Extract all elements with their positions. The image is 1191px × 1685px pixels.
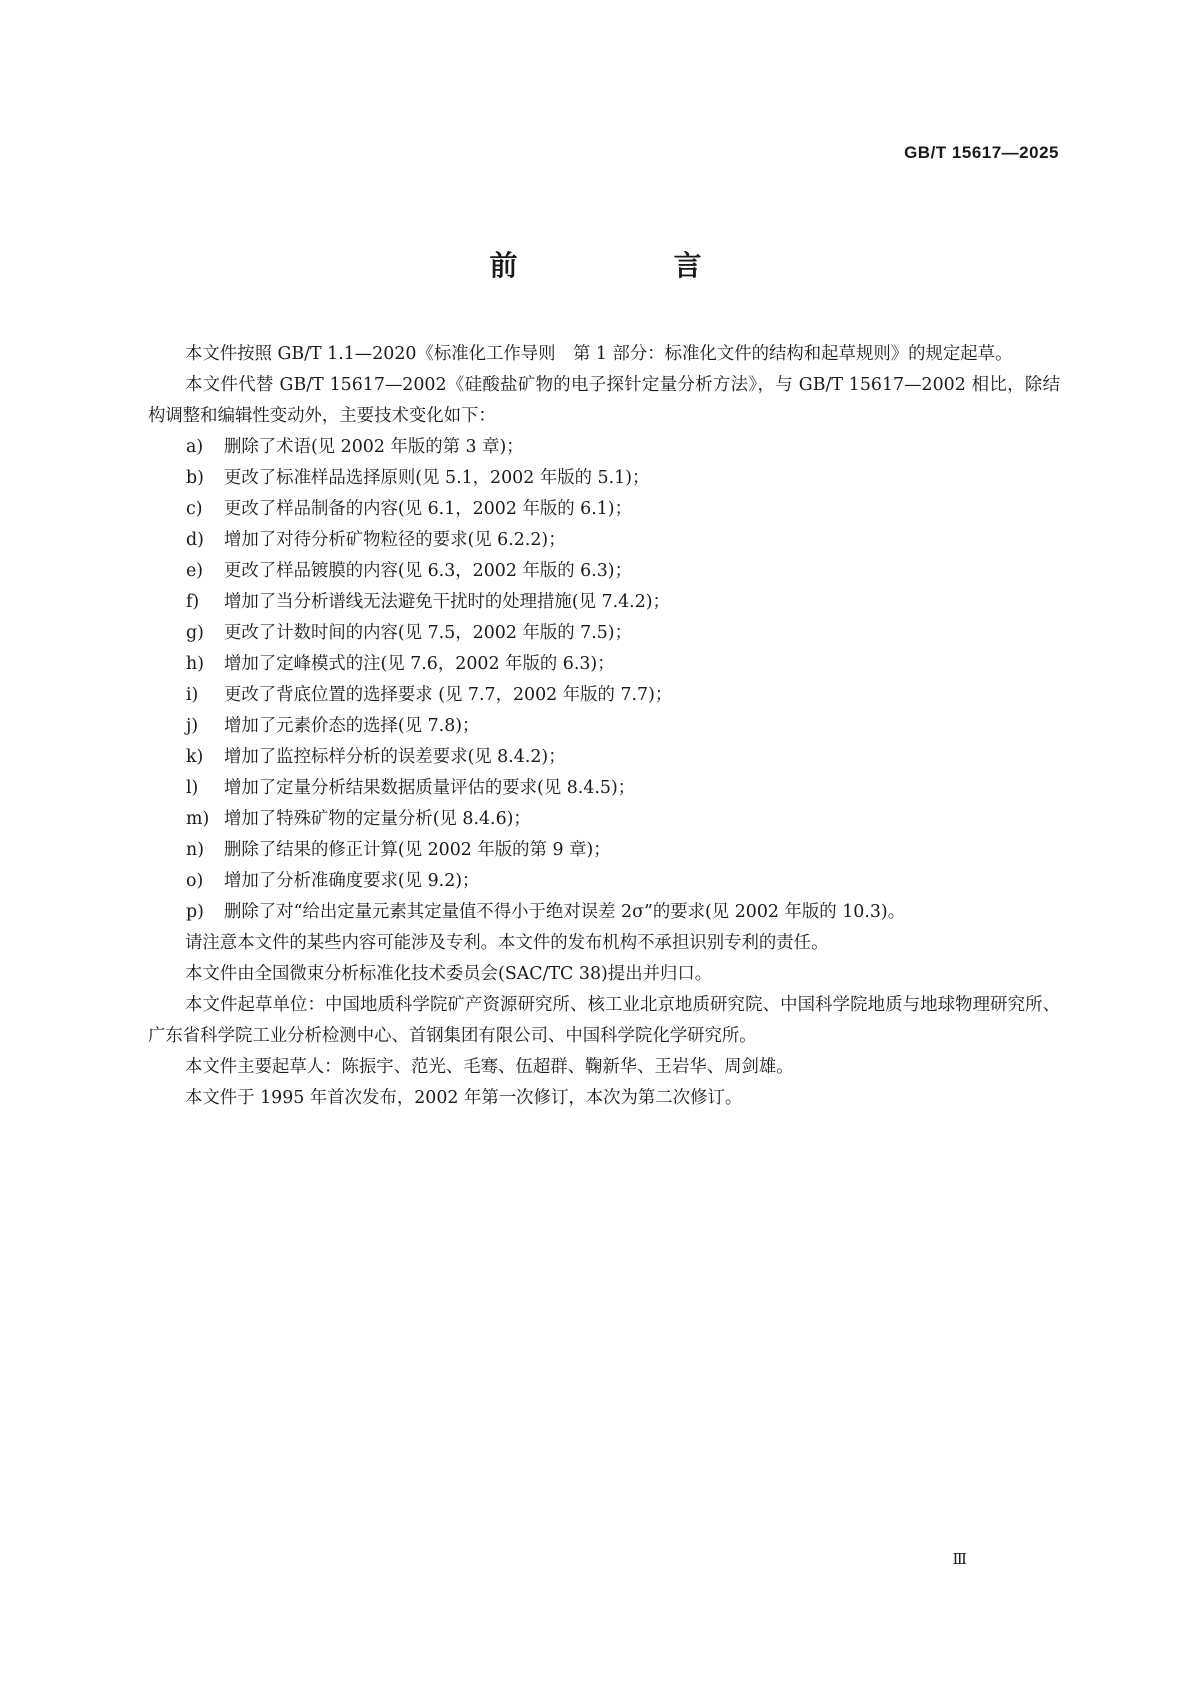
list-marker: j) <box>186 716 199 736</box>
standard-code: GB/T 15617—2025 <box>904 143 1059 162</box>
list-item-text: 更改了标准样品选择原则(见 5.1，2002 年版的 5.1)； <box>224 468 650 488</box>
paragraph-drafting-units: 本文件起草单位：中国地质科学院矿产资源研究所、核工业北京地质研究院、中国科学院地质与地球物理研究所、广东省科学院工业分析检测中心、首钢集团有限公司、中国科学院化学研究所。 <box>148 995 1060 1046</box>
list-item-text: 增加了分析准确度要求(见 9.2)； <box>224 871 480 891</box>
paragraph-drafting-rules: 本文件按照 GB/T 1.1—2020《标准化工作导则 第 1 部分：标准化文件的结构和起草规则》的规定起草。 <box>185 344 1013 364</box>
list-item <box>148 742 1060 773</box>
list-item <box>148 711 1060 742</box>
list-item-text: 增加了当分析谱线无法避免干扰时的处理措施(见 7.4.2)； <box>224 592 670 612</box>
list-item-text: 增加了元素价态的选择(见 7.8)； <box>224 716 480 736</box>
list-item-text: 增加了对待分析矿物粒径的要求(见 6.2.2)； <box>224 530 566 550</box>
paragraph-proposer: 本文件由全国微束分析标准化技术委员会(SAC/TC 38)提出并归口。 <box>185 964 713 984</box>
list-marker: i) <box>186 685 199 705</box>
list-item <box>148 649 1060 680</box>
list-marker: h) <box>186 654 204 674</box>
list-item-text: 更改了计数时间的内容(见 7.5，2002 年版的 7.5)； <box>224 623 632 643</box>
list-marker: g) <box>186 623 204 643</box>
list-marker: a) <box>186 437 204 457</box>
list-item <box>148 432 1060 463</box>
list-marker: o) <box>186 871 204 891</box>
list-marker: d) <box>186 530 204 550</box>
list-item-text: 更改了样品镀膜的内容(见 6.3，2002 年版的 6.3)； <box>224 561 632 581</box>
list-marker: k) <box>186 747 204 767</box>
list-marker: p) <box>186 902 204 922</box>
list-item <box>148 680 1060 711</box>
list-item <box>148 804 1060 835</box>
list-item <box>148 494 1060 525</box>
list-item <box>148 897 1060 928</box>
changes-list <box>148 432 1060 928</box>
list-item <box>148 587 1060 618</box>
list-item <box>148 556 1060 587</box>
page-title: 前 言 <box>489 249 766 282</box>
page-number: Ⅲ <box>952 1550 967 1568</box>
list-item-text: 更改了背底位置的选择要求 (见 7.7，2002 年版的 7.7)； <box>224 685 673 705</box>
list-marker: l) <box>186 778 199 798</box>
list-item <box>148 773 1060 804</box>
list-marker: f) <box>186 592 200 612</box>
list-marker: n) <box>186 840 204 860</box>
list-marker: c) <box>186 499 203 519</box>
paragraph-drafters: 本文件主要起草人：陈振宇、范光、毛骞、伍超群、鞠新华、王岩华、周剑雄。 <box>185 1057 794 1077</box>
list-item-text: 增加了监控标样分析的误差要求(见 8.4.2)； <box>224 747 566 767</box>
list-marker: m) <box>186 809 210 829</box>
list-item-text: 删除了对“给出定量元素其定量值不得小于绝对误差 2σ”的要求(见 2002 年版的 10.3)。 <box>224 902 906 922</box>
list-item <box>148 463 1060 494</box>
list-item-text: 删除了结果的修正计算(见 2002 年版的第 9 章)； <box>224 840 611 860</box>
foreword-body <box>148 339 1060 1114</box>
paragraph-replacement: 本文件代替 GB/T 15617—2002《硅酸盐矿物的电子探针定量分析方法》，与 GB/T 15617—2002 相比，除结构调整和编辑性变动外，主要技术变化如下： <box>148 375 1060 426</box>
list-marker: e) <box>186 561 204 581</box>
list-item-text: 删除了术语(见 2002 年版的第 3 章)； <box>224 437 524 457</box>
list-item-text: 更改了样品制备的内容(见 6.1，2002 年版的 6.1)； <box>224 499 632 519</box>
list-marker: b) <box>186 468 204 488</box>
list-item <box>148 525 1060 556</box>
list-item-text: 增加了定量分析结果数据质量评估的要求(见 8.4.5)； <box>224 778 636 798</box>
list-item-text: 增加了特殊矿物的定量分析(见 8.4.6)； <box>224 809 531 829</box>
list-item <box>148 618 1060 649</box>
list-item <box>148 866 1060 897</box>
list-item <box>148 835 1060 866</box>
paragraph-history: 本文件于 1995 年首次发布，2002 年第一次修订，本次为第二次修订。 <box>185 1088 743 1108</box>
paragraph-patent-notice: 请注意本文件的某些内容可能涉及专利。本文件的发布机构不承担识别专利的责任。 <box>185 933 829 953</box>
list-item-text: 增加了定峰模式的注(见 7.6，2002 年版的 6.3)； <box>224 654 615 674</box>
